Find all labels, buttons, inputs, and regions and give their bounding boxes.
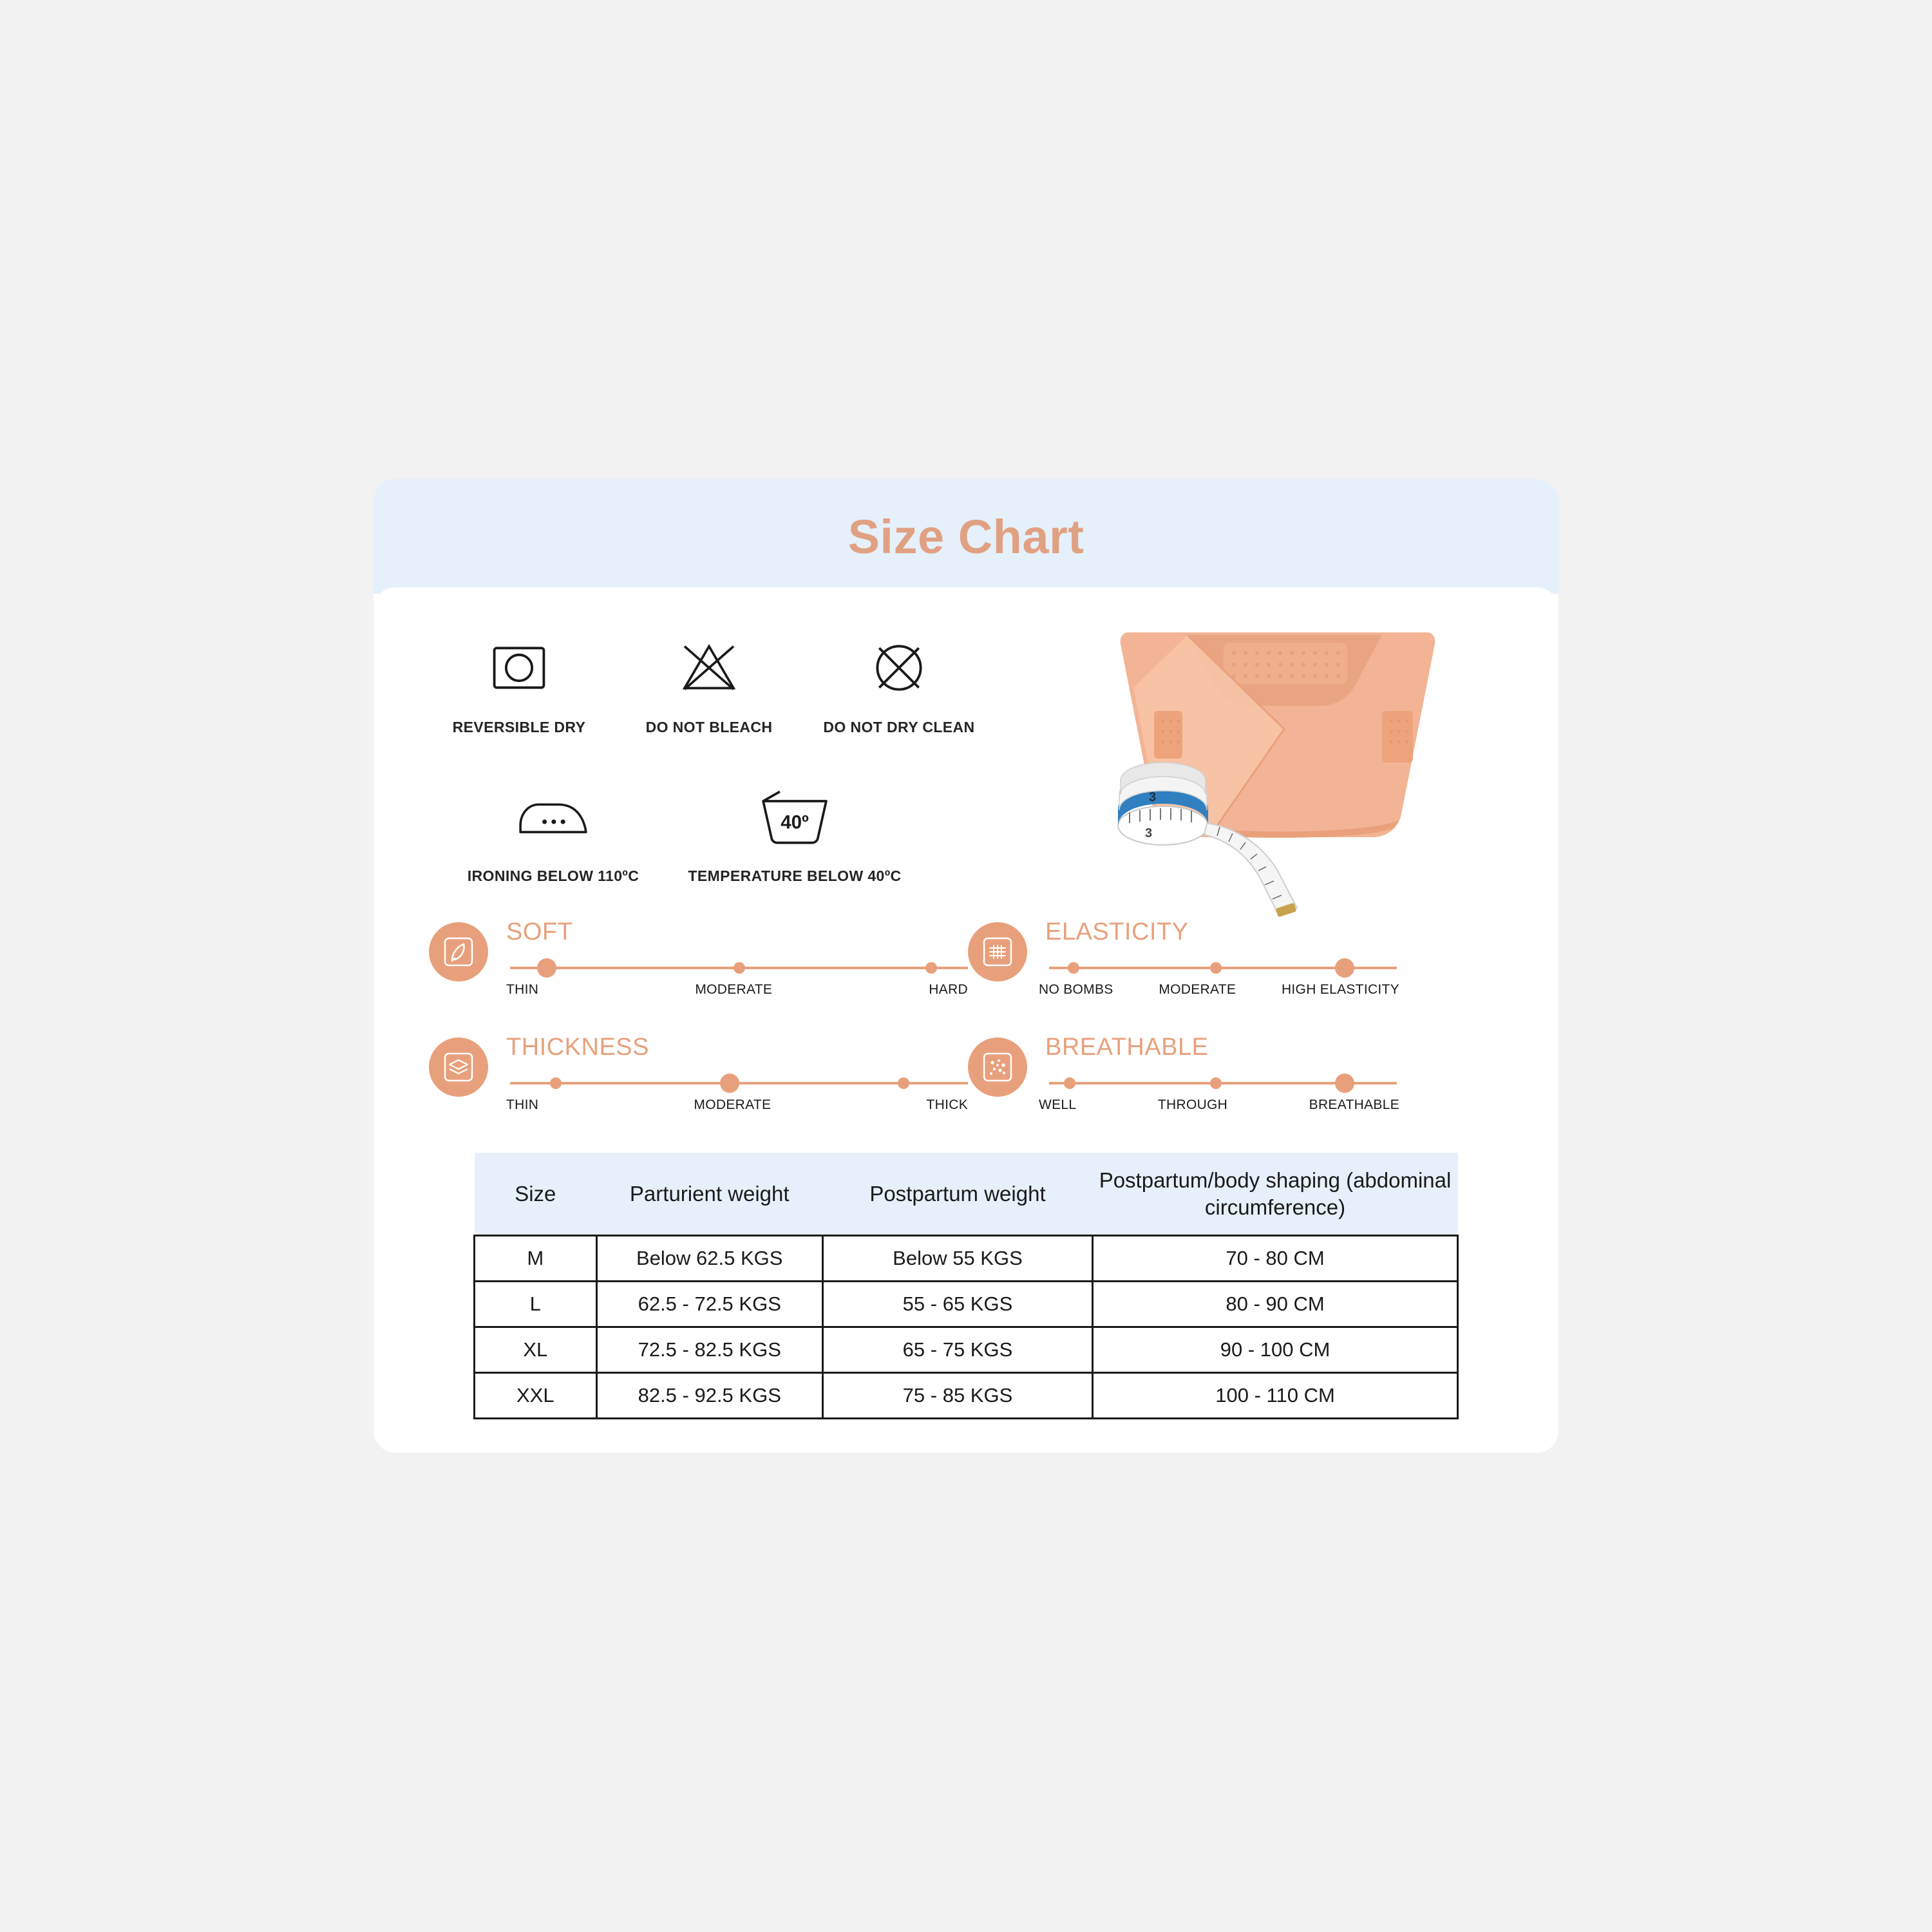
feather-icon: [429, 922, 488, 981]
slider-tick-label: BREATHABLE: [1309, 1097, 1399, 1113]
care-label: DO NOT DRY CLEAN: [823, 719, 975, 736]
breathable-sponge-icon: [968, 1037, 1027, 1097]
table-cell-size: M: [475, 1235, 597, 1281]
slider-tick-label: THIN: [506, 982, 539, 998]
table-row: [475, 1281, 1458, 1327]
table-cell-size: XL: [475, 1327, 597, 1372]
slider-dot[interactable]: [898, 1077, 909, 1089]
attribute-title: THICKNESS: [506, 1034, 649, 1061]
slider-dot-selected[interactable]: [720, 1074, 739, 1093]
attribute-slider[interactable]: [1049, 956, 1397, 978]
table-header-cell: Postpartum/body shaping (abdominal circumference): [1093, 1153, 1458, 1235]
size-table: [473, 1153, 1459, 1419]
attribute-breathable: [968, 1034, 1507, 1113]
table-header-cell: Parturient weight: [596, 1153, 822, 1235]
table-row: [475, 1372, 1458, 1418]
layers-icon: [429, 1037, 488, 1097]
table-cell-circumference: 90 - 100 CM: [1093, 1327, 1458, 1372]
slider-dot[interactable]: [1064, 1077, 1075, 1089]
card-body: [374, 587, 1558, 1453]
attribute-slider[interactable]: [510, 956, 968, 978]
table-cell-postpartum: 75 - 85 KGS: [822, 1372, 1092, 1418]
table-cell-circumference: 80 - 90 CM: [1093, 1281, 1458, 1327]
slider-dot-selected[interactable]: [1335, 1074, 1354, 1093]
table-header-cell: Postpartum weight: [822, 1153, 1092, 1235]
slider-ticks: [506, 1097, 968, 1113]
slider-tick-label: MODERATE: [695, 982, 773, 998]
care-item-wash-temperature: [666, 781, 923, 885]
table-cell-circumference: 100 - 110 CM: [1093, 1372, 1458, 1418]
svg-text:3: 3: [1145, 826, 1153, 841]
size-chart-card: [374, 479, 1558, 1453]
slider-dot-selected[interactable]: [1335, 958, 1354, 978]
slider-ticks: [506, 982, 968, 998]
table-row: [475, 1327, 1458, 1372]
table-row: [475, 1235, 1458, 1281]
slider-dot-selected[interactable]: [537, 958, 556, 978]
table-cell-postpartum: 65 - 75 KGS: [822, 1327, 1092, 1372]
care-row-2: [422, 781, 1063, 885]
care-label: DO NOT BLEACH: [645, 719, 773, 736]
slider-dot[interactable]: [734, 962, 745, 974]
card-header: [374, 479, 1558, 594]
attribute-soft: [429, 918, 968, 998]
slider-tick-label: MODERATE: [694, 1097, 772, 1113]
care-symbol-grid: [374, 632, 1063, 885]
attribute-title: SOFT: [506, 918, 573, 946]
table-cell-parturient: 82.5 - 92.5 KGS: [596, 1372, 822, 1418]
slider-tick-label: WELL: [1039, 1097, 1077, 1113]
table-cell-size: XXL: [475, 1372, 597, 1418]
slider-tick-label: THROUGH: [1157, 1097, 1228, 1113]
slider-dot[interactable]: [1068, 962, 1079, 974]
care-label: TEMPERATURE BELOW 40ºC: [688, 867, 902, 885]
slider-ticks: [1039, 1097, 1399, 1113]
reversible-dry-icon: [488, 632, 550, 703]
attribute-slider[interactable]: [1049, 1072, 1397, 1094]
svg-text:3: 3: [1149, 790, 1157, 805]
attribute-content: [1039, 1034, 1507, 1113]
attribute-title: ELASTICITY: [1045, 918, 1189, 946]
slider-tick-label: THICK: [926, 1097, 968, 1113]
page-title: Size Chart: [848, 509, 1084, 564]
slider-dot[interactable]: [925, 962, 937, 974]
slider-dot[interactable]: [550, 1077, 562, 1089]
size-table-body: [475, 1235, 1458, 1418]
elastic-mesh-icon: [968, 922, 1027, 981]
attribute-thickness: [429, 1034, 968, 1113]
attribute-content: [506, 918, 968, 998]
table-cell-parturient: 62.5 - 72.5 KGS: [596, 1281, 822, 1327]
attribute-content: [506, 1034, 968, 1113]
table-cell-circumference: 70 - 80 CM: [1093, 1235, 1458, 1281]
attribute-slider[interactable]: [510, 1072, 968, 1094]
table-cell-parturient: 72.5 - 82.5 KGS: [596, 1327, 822, 1372]
slider-tick-label: THIN: [506, 1097, 539, 1113]
size-table-element: [473, 1153, 1459, 1419]
table-cell-postpartum: 55 - 65 KGS: [822, 1281, 1092, 1327]
do-not-bleach-icon: [676, 632, 742, 703]
care-row-1: [422, 632, 1063, 736]
slider-tick-label: MODERATE: [1159, 982, 1236, 998]
wash-temperature-icon: [756, 781, 833, 852]
slider-dot[interactable]: [1210, 1077, 1222, 1089]
care-instructions: [374, 609, 1558, 885]
care-item-ironing: [440, 781, 666, 885]
table-header-row: [475, 1153, 1458, 1235]
slider-tick-label: HARD: [929, 982, 968, 998]
slider-dot[interactable]: [1210, 962, 1222, 974]
attribute-title: BREATHABLE: [1045, 1034, 1209, 1061]
care-label: IRONING BELOW 110ºC: [467, 867, 639, 885]
care-item-do-not-bleach: [616, 632, 802, 736]
table-cell-postpartum: Below 55 KGS: [822, 1235, 1092, 1281]
iron-icon: [516, 781, 591, 852]
do-not-dry-clean-icon: [868, 632, 930, 703]
svg-text:40º: 40º: [781, 811, 809, 833]
care-item-do-not-dry-clean: [802, 632, 996, 736]
care-label: REVERSIBLE DRY: [452, 719, 586, 736]
care-item-reversible-dry: [422, 632, 616, 736]
slider-tick-label: NO BOMBS: [1039, 982, 1113, 998]
size-table-head: [475, 1153, 1458, 1235]
table-cell-parturient: Below 62.5 KGS: [596, 1235, 822, 1281]
slider-tick-label: HIGH ELASTICITY: [1281, 982, 1399, 998]
table-header-cell: Size: [475, 1153, 597, 1235]
table-cell-size: L: [475, 1281, 597, 1327]
